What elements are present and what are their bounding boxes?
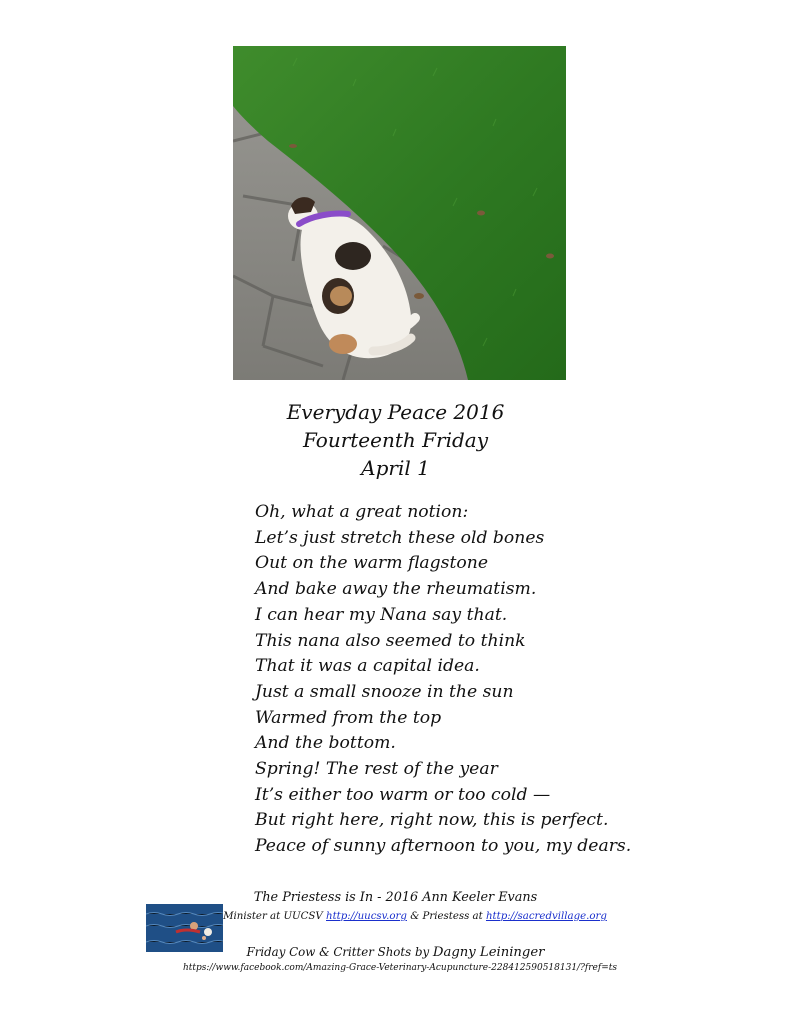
date-label: April 1 bbox=[361, 456, 430, 480]
poem-line: Warmed from the top bbox=[255, 707, 442, 728]
poem-line: Just a small snooze in the sun bbox=[255, 681, 514, 702]
poem-line: This nana also seemed to think bbox=[255, 630, 526, 651]
photo-credit bbox=[200, 944, 591, 961]
poem-body bbox=[255, 500, 675, 860]
poem-line: I can hear my Nana say that. bbox=[255, 604, 508, 625]
poem-line: It’s either too warm or too cold — bbox=[255, 784, 551, 805]
poem-line: Peace of sunny afternoon to you, my dears. bbox=[255, 836, 632, 857]
facebook-url: https://www.facebook.com/Amazing-Grace-Veterinary-Acupuncture-228412590518131/?fref=ts bbox=[183, 963, 617, 973]
series-title: Everyday Peace 2016 bbox=[286, 400, 505, 424]
poem-line: And bake away the rheumatism. bbox=[255, 579, 537, 600]
poem-line: Let’s just stretch these old bones bbox=[255, 527, 545, 548]
credit-title: The Priestess is In - 2016 Ann Keeler Evans bbox=[253, 890, 538, 905]
minister-prefix: Minister at UUCSV bbox=[223, 911, 327, 922]
poem-line: Out on the warm flagstone bbox=[255, 553, 488, 574]
poem-line: Spring! The rest of the year bbox=[255, 759, 498, 780]
poem-line: But right here, right now, this is perfect. bbox=[255, 810, 609, 831]
minister-credit-line bbox=[180, 910, 650, 924]
poem-line: That it was a capital idea. bbox=[255, 656, 480, 677]
priestess-prefix: & Priestess at bbox=[406, 911, 486, 922]
poem-title bbox=[200, 398, 591, 482]
photographer-name: Dagny Leininger bbox=[432, 945, 545, 960]
uucsv-link[interactable]: http://uucsv.org bbox=[326, 911, 407, 922]
poem-line: Oh, what a great notion: bbox=[255, 502, 469, 522]
sacred-village-link[interactable]: http://sacredvillage.org bbox=[485, 911, 607, 922]
dog-photo-illustration bbox=[233, 46, 566, 380]
week-label: Fourteenth Friday bbox=[303, 428, 488, 452]
poem-line: And the bottom. bbox=[255, 733, 396, 754]
dog-photo bbox=[233, 46, 566, 380]
photo-credit-prefix: Friday Cow & Critter Shots by bbox=[246, 945, 433, 959]
